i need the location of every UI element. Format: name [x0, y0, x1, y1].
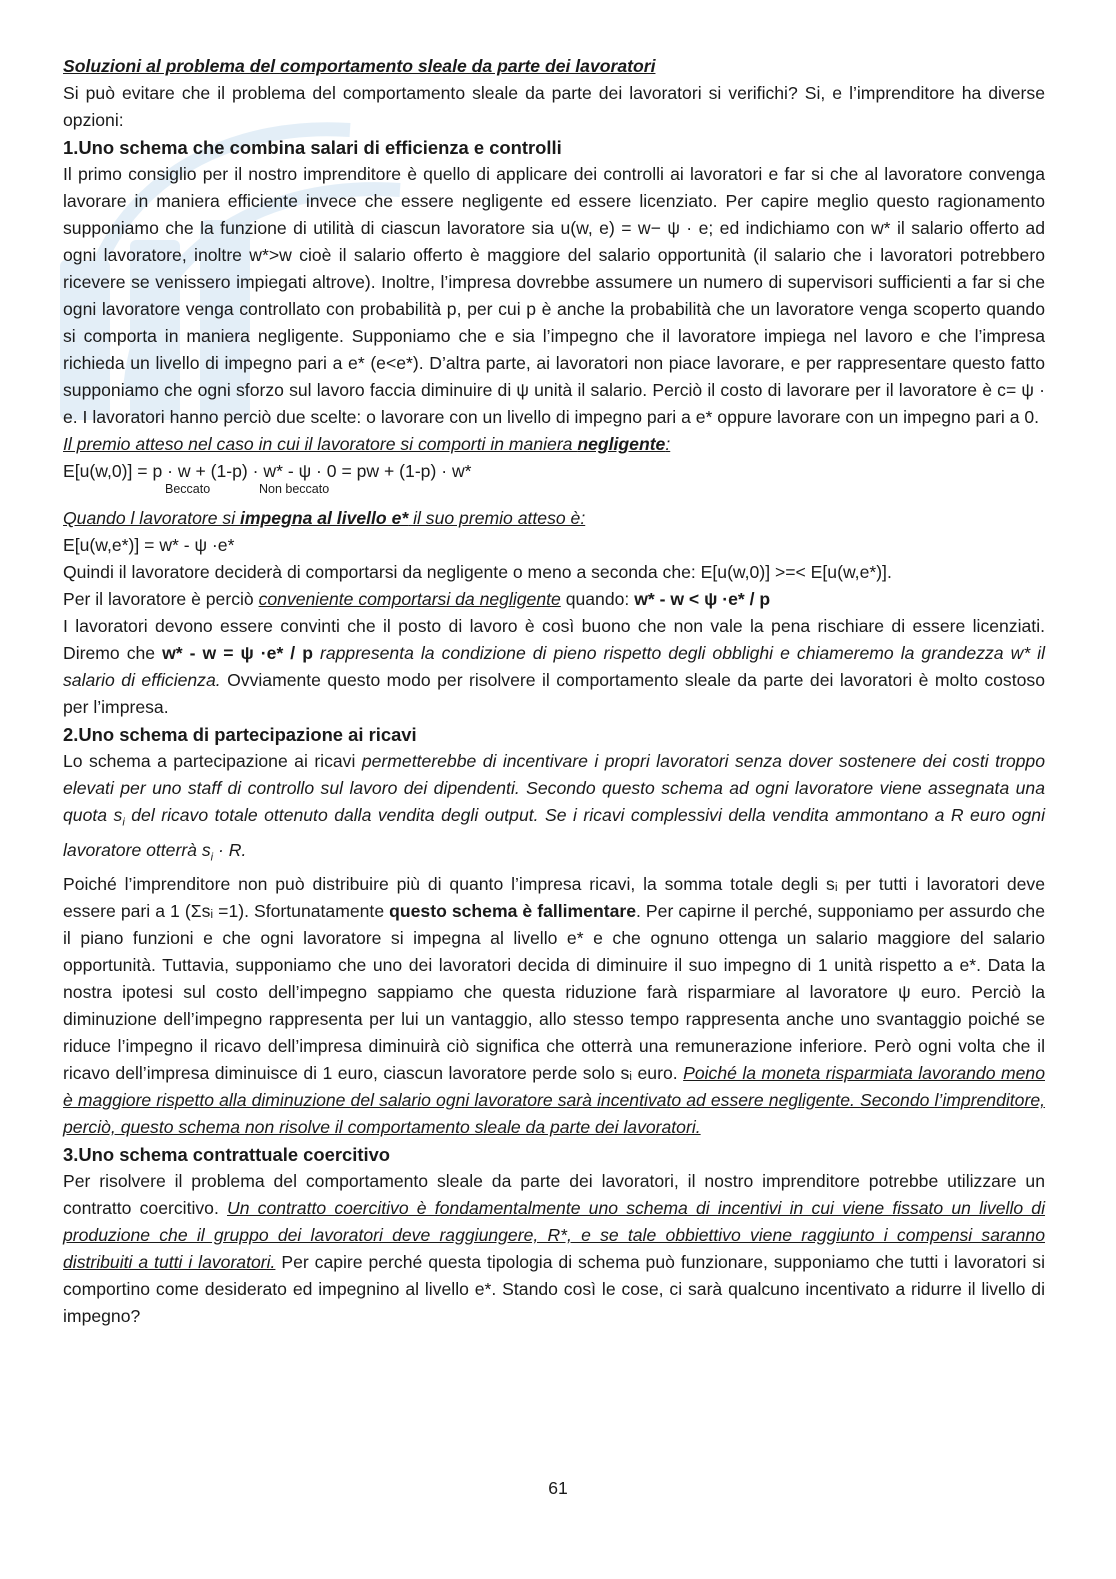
section-1-paragraph-4: I lavoratori devono essere convinti che il posto di lavoro è così buono che non vale la pena rischiare di essere licenziati. Diremo che w* - w = ψ ·e* / p rappresenta la condizione di pieno rispetto degli obblighi e chiameremo la grandezza w* il salario di efficienza. Ovviamente questo modo per risolvere il comportamento sleale da parte dei lavoratori è molto costoso per l’impresa.	[63, 616, 1045, 717]
document-body	[63, 53, 1045, 1330]
effort-label: Quando l lavoratore si impegna al livello e* il suo premio atteso è:	[63, 508, 586, 528]
section-2-paragraph-1: Lo schema a partecipazione ai ricavi permetterebbe di incentivare i propri lavoratori senza dover sostenere dei costi troppo elevati per uno staff di controllo sul lavoro dei dipendenti. Secondo questo schema ad ogni lavoratore viene assegnata una quota $s_i$ del ricavo totale ottenuto dalla vendita degli output. Se i ricavi complessivi della vendita ammontano a R euro ogni lavoratore otterrà $s_i \cdot R$.	[63, 751, 1045, 864]
page-title: Soluzioni al problema del comportamento sleale da parte dei lavoratori	[63, 56, 656, 76]
section-1-paragraph-1: Il primo consiglio per il nostro imprenditore è quello di applicare dei controlli ai lavoratori e far si che al lavoratore convenga lavorare in maniera efficiente invece che essere negligente ed essere licenziato. Per capire meglio questo ragionamento supponiamo che la funzione di utilità di ciascun lavoratore sia u(w, e) = w− ψ · e; ed indichiamo con w* il salario offerto ad ogni lavoratore, inoltre w*>w cioè il salario offerto è maggiore del salario opportunità (il salario che i lavoratori potrebbero ricevere se venissero impiegati altrove). Inoltre, l’impresa dovrebbe assumere un numero di supervisori sufficienti a far si che ogni lavoratore venga controllato con probabilità p, per cui p è anche la probabilità che un lavoratore venga scoperto quando si comporta in maniera negligente. Supponiamo che e sia l’impegno che il lavoratore impiega nel lavoro e che l’impresa richieda un livello di impegno pari a e* (e<e*). D’altra parte, ai lavoratori non piace lavorare, e per rappresentare questo fatto supponiamo che ogni sforzo sul lavoro faccia diminuire di ψ unità il salario. Perciò il costo di lavorare per il lavoratore è c= ψ · e. I lavoratori hanno perciò due scelte: o lavorare con un livello di impegno pari a e* oppure lavorare con un impegno pari a 0.	[63, 164, 1045, 427]
section-1-paragraph-3: Per il lavoratore è perciò conveniente comportarsi da negligente quando: w* - w < ψ ·e* / p	[63, 589, 771, 609]
sublabel-not-caught: Non beccato	[259, 482, 330, 496]
section-1-heading: 1.Uno schema che combina salari di efficienza e controlli	[63, 137, 562, 158]
section-3-heading: 3.Uno schema contrattuale coercitivo	[63, 1144, 391, 1166]
section-3-paragraph-1: Per risolvere il problema del comportamento sleale da parte dei lavoratori, il nostro imprenditore potrebbe utilizzare un contratto coercitivo. Un contratto coercitivo è fondamentalmente uno schema di incentivi in cui viene fissato un livello di produzione che il gruppo dei lavoratori deve raggiungere, R*, e se tale obbiettivo viene raggiunto i compensi saranno distribuiti a tutti i lavoratori. Per capire perché questa tipologia di schema può funzionare, supponiamo che tutti i lavoratori si comportino come desiderato ed impegnino al livello e*. Stando così le cose, ci sarà qualcuno incentivato a ridurre il livello di impegno?	[63, 1171, 1046, 1327]
formula-sublabels	[63, 482, 1045, 505]
section-1-paragraph-2: Quindi il lavoratore deciderà di comportarsi da negligente o meno a seconda che: E[u(w,0)] >=< E[u(w,e*)].	[63, 562, 892, 582]
page-number: 61	[548, 1478, 568, 1498]
sublabel-caught: Beccato	[165, 482, 211, 496]
formula-effort: E[u(w,e*)] = w* - ψ ·e*	[63, 535, 235, 555]
intro-paragraph: Si può evitare che il problema del comportamento sleale da parte dei lavoratori si verifichi? Si, e l’imprenditore ha diverse opzioni:	[63, 83, 1045, 130]
section-2-paragraph-2: Poiché l’imprenditore non può distribuire più di quanto l’impresa ricavi, la somma totale degli sᵢ per tutti i lavoratori deve essere pari a 1 (Σsᵢ =1). Sfortunatamente questo schema è fallimentare. Per capirne il perché, supponiamo per assurdo che il piano funzioni e che ogni lavoratore si impegna al livello e* e che ognuno ottenga un salario maggiore del salario opportunità. Tuttavia, supponiamo che uno dei lavoratori decida di diminuire il suo impegno di 1 unità rispetto a e*. Data la nostra ipotesi sul costo dell’impegno sappiamo che questa riduzione farà risparmiare al lavoratore ψ euro. Perciò la diminuzione dell’impegno rappresenta per lui un vantaggio, allo stesso tempo rappresenta anche uno svantaggio poiché se riduce l’impegno il ricavo dell’impresa diminuirà ciò significa che otterrà una remunerazione inferiore. Però ogni volta che il ricavo dell’impresa diminuisce di 1 euro, ciascun lavoratore perde solo sᵢ euro. Poiché la moneta risparmiata lavorando meno è maggiore rispetto alla diminuzione del salario ogni lavoratore sarà incentivato ad essere negligente. Secondo l’imprenditore, perciò, questo schema non risolve il comportamento sleale da parte dei lavoratori.	[63, 874, 1045, 1138]
negligent-label: Il premio atteso nel caso in cui il lavoratore si comporti in maniera negligente:	[63, 434, 671, 454]
formula-negligent: E[u(w,0)] = p · w + (1-p) · w* - ψ · 0 = pw + (1-p) · w*	[63, 461, 472, 481]
section-2-heading: 2.Uno schema di partecipazione ai ricavi	[63, 724, 417, 745]
